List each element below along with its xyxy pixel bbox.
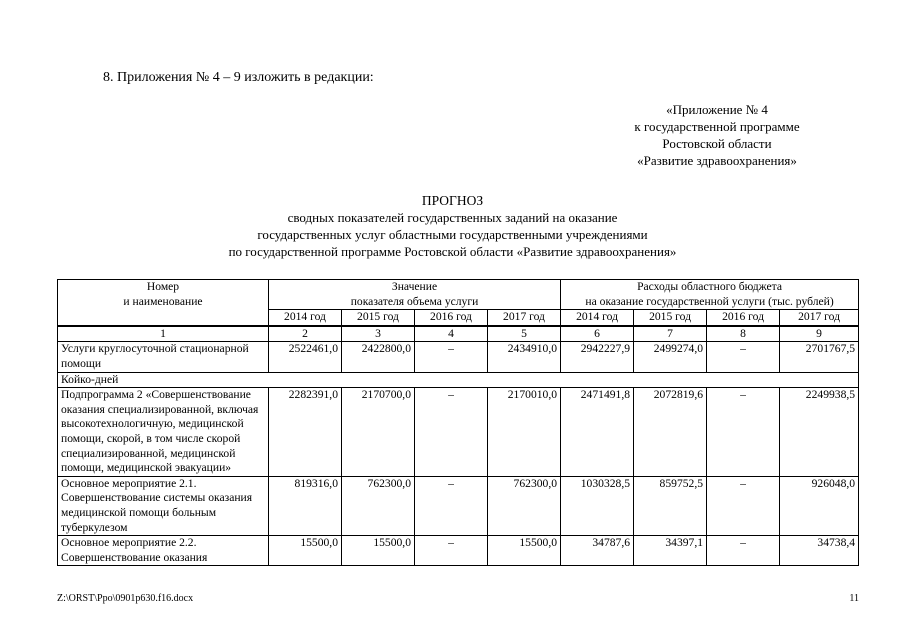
heading-line-2: сводных показателей государственных заданий на оказание [287,210,618,225]
table-cell: – [415,388,488,477]
year-header: 2016 год [707,310,780,326]
table-cell: 819316,0 [269,476,342,535]
table-cell: – [415,342,488,372]
table-cell: 15500,0 [488,536,561,566]
forecast-table [57,279,859,566]
column-number: 9 [780,326,859,342]
appendix-line-3: Ростовской области [662,136,772,151]
table-cell: 2434910,0 [488,342,561,372]
year-header: 2017 год [780,310,859,326]
table-cell: 2170010,0 [488,388,561,477]
table-cell: 15500,0 [342,536,415,566]
table-cell: 2422800,0 [342,342,415,372]
appendix-line-4: «Развитие здравоохранения» [637,153,797,168]
table-cell: 2701767,5 [780,342,859,372]
column-number: 3 [342,326,415,342]
table-cell: – [707,536,780,566]
row-name: Услуги круглосуточной стационарной помощи [58,342,269,372]
heading-line-3: государственных услуг областными государственными учреждениями [257,227,648,242]
table-cell: 2249938,5 [780,388,859,477]
year-header: 2015 год [342,310,415,326]
table-cell: 34397,1 [634,536,707,566]
table-cell: 34738,4 [780,536,859,566]
row-name: Основное мероприятие 2.2. Совершенствование оказания [58,536,269,566]
heading-line-4: по государственной программе Ростовской области «Развитие здравоохранения» [228,244,677,259]
table-cell: 34787,6 [561,536,634,566]
table-cell: – [415,476,488,535]
table-cell: 2499274,0 [634,342,707,372]
header-value: Значение показателя объема услуги [269,280,561,310]
column-number: 5 [488,326,561,342]
table-row [58,476,859,535]
table-cell: 2522461,0 [269,342,342,372]
table-cell: – [707,342,780,372]
table-cell: 2282391,0 [269,388,342,477]
table-cell: 762300,0 [488,476,561,535]
heading-title: ПРОГНОЗ [421,193,484,208]
appendix-line-2: к государственной программе [634,119,800,134]
year-header: 2014 год [269,310,342,326]
unit-row [58,372,859,388]
appendix-line-1: «Приложение № 4 [666,102,768,117]
header-name: Номер и наименование [58,280,269,326]
table-cell: – [707,388,780,477]
column-number-row [58,326,859,342]
table-cell: – [415,536,488,566]
column-number: 4 [415,326,488,342]
column-number: 2 [269,326,342,342]
year-header: 2017 год [488,310,561,326]
appendix-block [587,101,847,169]
footer-file-path: Z:\ORST\Ppo\0901p630.f16.docx [57,593,194,604]
unit-label: Койко-дней [58,372,859,388]
year-header: 2016 год [415,310,488,326]
year-header: 2014 год [561,310,634,326]
column-number: 6 [561,326,634,342]
table-cell: 2072819,6 [634,388,707,477]
table-cell: – [707,476,780,535]
table-cell: 859752,5 [634,476,707,535]
table-cell: 15500,0 [269,536,342,566]
table-cell: 1030328,5 [561,476,634,535]
table-row [58,536,859,566]
table-row [58,388,859,477]
document-heading [0,192,905,260]
table-cell: 2471491,8 [561,388,634,477]
row-name: Подпрограмма 2 «Совершенствование оказания специализированной, включая высокотехнологичную, медицинской помощи, скорой, в том числе скорой специализированной, медицинской помощи, медицинской эвакуации» [58,388,269,477]
table-cell: 2170700,0 [342,388,415,477]
row-name: Основное мероприятие 2.1. Совершенствование системы оказания медицинской помощи больным туберкулезом [58,476,269,535]
table-row [58,342,859,372]
column-number: 7 [634,326,707,342]
table-cell: 2942227,9 [561,342,634,372]
column-number: 8 [707,326,780,342]
header-budget: Расходы областного бюджета на оказание государственной услуги (тыс. рублей) [561,280,859,310]
column-number: 1 [58,326,269,342]
year-header: 2015 год [634,310,707,326]
table-cell: 762300,0 [342,476,415,535]
intro-text: 8. Приложения № 4 – 9 изложить в редакции: [103,70,374,85]
table-cell: 926048,0 [780,476,859,535]
footer-page-number: 11 [849,593,859,604]
